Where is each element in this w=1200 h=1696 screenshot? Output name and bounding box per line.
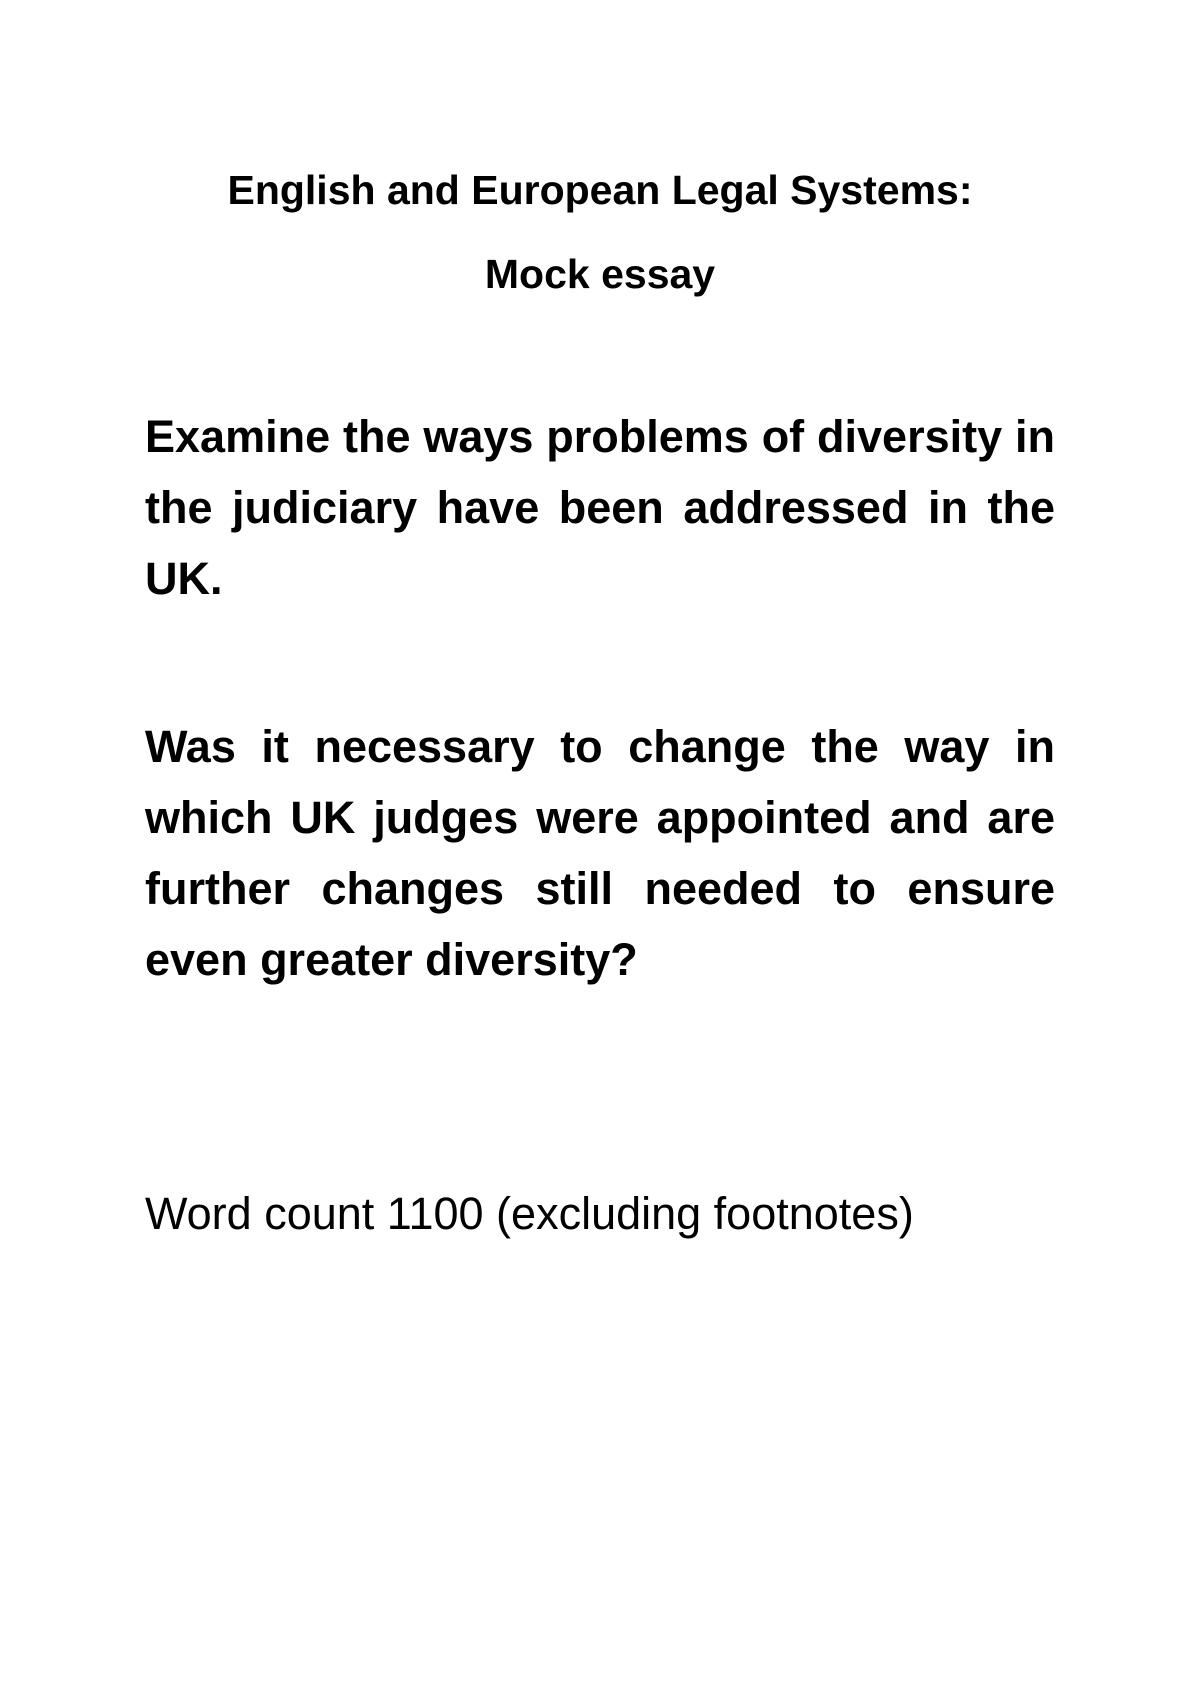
essay-question-1: Examine the ways problems of diversity in the judiciary have been addressed in the UK. (145, 411, 1055, 604)
document-title: English and European Legal Systems: (227, 167, 973, 213)
word-count-note: Word count 1100 (excluding footnotes) (145, 1188, 914, 1239)
title-block (0, 148, 1200, 316)
document-subtitle: Mock essay (484, 251, 716, 297)
essay-question-2: Was it necessary to change the way in which UK judges were appointed and are further changes still needed to ensure even greater diversity? (145, 721, 1055, 985)
